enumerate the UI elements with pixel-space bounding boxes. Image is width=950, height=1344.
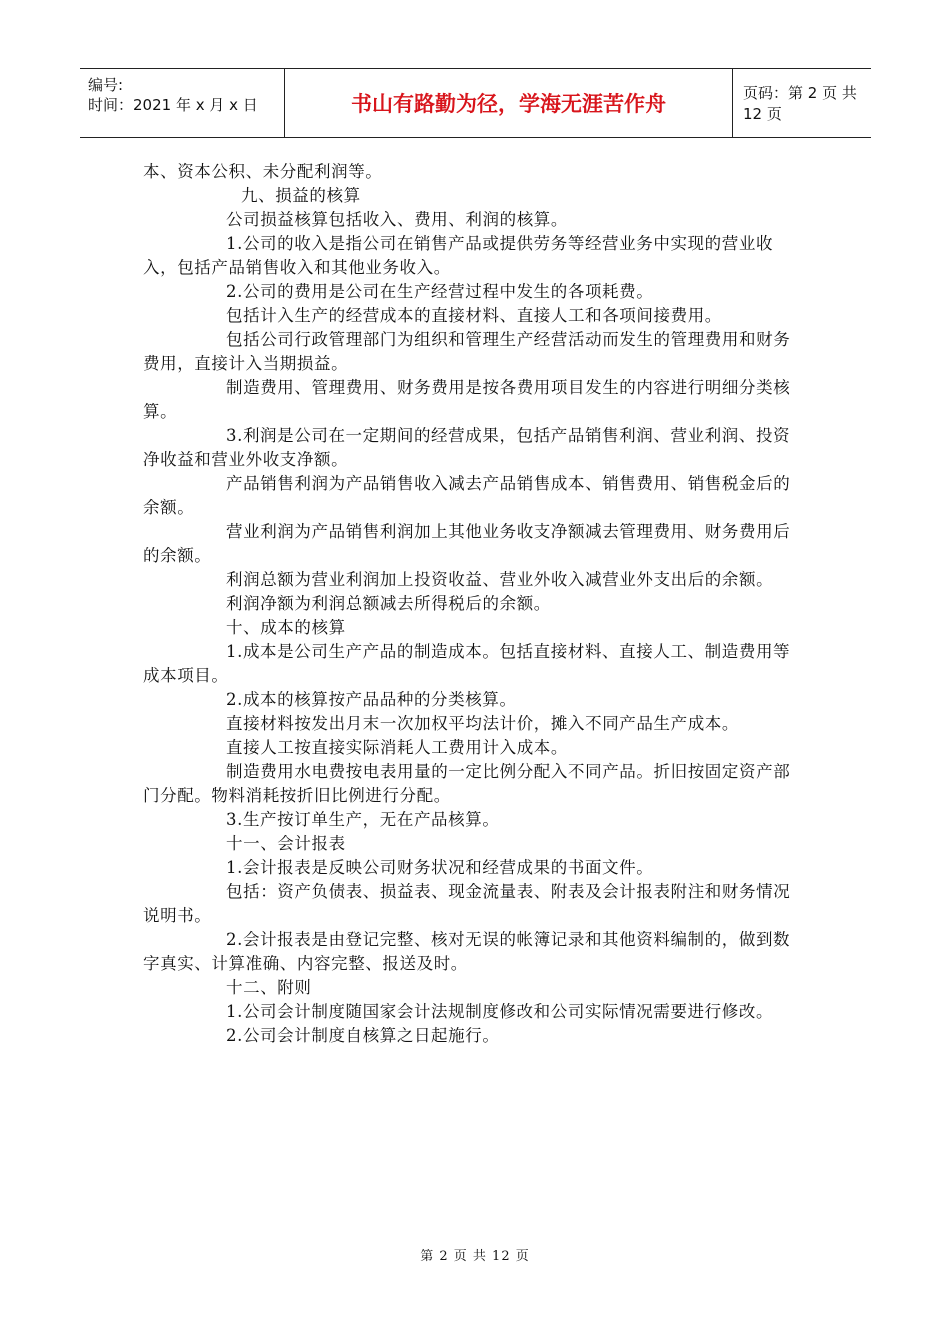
body-paragraph: 3.生产按订单生产，无在产品核算。	[226, 810, 500, 829]
body-paragraph: 直接材料按发出月末一次加权平均法计价，摊入不同产品生产成本。	[226, 714, 739, 733]
document-date: 时间：2021 年 x 月 x 日	[88, 96, 258, 114]
body-paragraph: 十、成本的核算	[226, 618, 346, 637]
body-paragraph: 九、损益的核算	[241, 186, 361, 205]
body-paragraph: 制造费用水电费按电表用量的一定比例分配入不同产品。折旧按固定资产部门分配。物料消耗按折旧比例进行分配。	[143, 762, 791, 805]
body-paragraph: 1.会计报表是反映公司财务状况和经营成果的书面文件。	[226, 858, 654, 877]
body-paragraph: 产品销售利润为产品销售收入减去产品销售成本、销售费用、销售税金后的余额。	[143, 474, 791, 517]
body-paragraph: 直接人工按直接实际消耗人工费用计入成本。	[226, 738, 568, 757]
body-paragraph: 包括公司行政管理部门为组织和管理生产经营活动而发生的管理费用和财务费用，直接计入当期损益。	[143, 330, 791, 373]
body-paragraph: 2.成本的核算按产品品种的分类核算。	[226, 690, 517, 709]
body-paragraph: 十一、会计报表	[226, 834, 346, 853]
body-paragraph: 包括：资产负债表、损益表、现金流量表、附表及会计报表附注和财务情况说明书。	[143, 882, 791, 925]
document-number-label: 编号:	[88, 76, 124, 94]
body-paragraph: 利润总额为营业利润加上投资收益、营业外收入减营业外支出后的余额。	[226, 570, 774, 589]
body-paragraph: 3.利润是公司在一定期间的经营成果，包括产品销售利润、营业利润、投资净收益和营业外收支净额。	[143, 426, 791, 469]
body-paragraph: 制造费用、管理费用、财务费用是按各费用项目发生的内容进行明细分类核算。	[143, 378, 791, 421]
header-page-number: 页码：第 2 页 共 12 页	[743, 84, 857, 123]
body-paragraph: 1.公司会计制度随国家会计法规制度修改和公司实际情况需要进行修改。	[226, 1002, 774, 1021]
body-paragraph: 2.公司的费用是公司在生产经营过程中发生的各项耗费。	[226, 282, 654, 301]
body-paragraph: 营业利润为产品销售利润加上其他业务收支净额减去管理费用、财务费用后的余额。	[143, 522, 791, 565]
body-paragraph: 2.会计报表是由登记完整、核对无误的帐簿记录和其他资料编制的，做到数字真实、计算准确、内容完整、报送及时。	[143, 930, 791, 973]
body-paragraph: 公司损益核算包括收入、费用、利润的核算。	[226, 210, 568, 229]
body-paragraph: 本、资本公积、未分配利润等。	[143, 162, 383, 181]
body-paragraph: 1.成本是公司生产产品的制造成本。包括直接材料、直接人工、制造费用等成本项目。	[143, 642, 791, 685]
page-header	[80, 68, 871, 138]
page-footer: 第 2 页 共 12 页	[420, 1249, 530, 1264]
header-meta	[80, 69, 285, 137]
body-paragraph: 包括计入生产的经营成本的直接材料、直接人工和各项间接费用。	[226, 306, 722, 325]
document-body	[143, 160, 807, 1048]
body-paragraph: 利润净额为利润总额减去所得税后的余额。	[226, 594, 551, 613]
body-paragraph: 十二、附则	[226, 978, 312, 997]
header-motto: 书山有路勤为径，学海无涯苦作舟	[285, 69, 733, 137]
body-paragraph: 1.公司的收入是指公司在销售产品或提供劳务等经营业务中实现的营业收入，包括产品销售收入和其他业务收入。	[143, 234, 774, 277]
body-paragraph: 2.公司会计制度自核算之日起施行。	[226, 1026, 500, 1045]
